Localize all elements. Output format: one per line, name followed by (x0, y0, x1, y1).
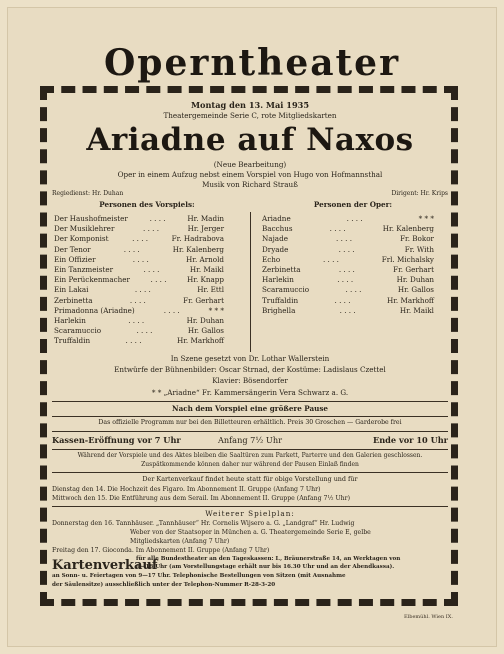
staging: In Szene gesetzt von Dr. Lothar Wallerstein (170, 354, 330, 363)
cast-actor: * * * (208, 305, 224, 315)
cast-row (54, 306, 224, 316)
designs: Entwürfe der Bühnenbilder: Oscar Strnad, der Kostüme: Ladislaus Czettel (114, 365, 386, 374)
cast-role: Zerbinetta (54, 295, 93, 305)
cast-actor: Hr. Markhoff (177, 336, 224, 346)
cast-row (54, 255, 224, 265)
opera-title: Ariadne auf Naxos (86, 122, 414, 158)
end-time: Ende vor 10 Uhr (372, 435, 448, 445)
divider (52, 449, 448, 450)
date-line: Montag den 13. Mai 1935 (190, 100, 310, 110)
cast-actor: Hr. Arnold (186, 254, 224, 264)
leader-dots: . . . . (125, 336, 142, 346)
cast-row (262, 275, 434, 285)
leader-dots: . . . . (338, 265, 355, 275)
leader-dots: . . . . (143, 224, 160, 234)
doors-note: Zuspätkommende können daher nur während der Pausen Einlaß finden (141, 461, 359, 468)
cast-role: Echo (262, 254, 281, 264)
leader-dots: . . . . (339, 305, 356, 315)
cast-role: Der Haushofmeister (54, 214, 128, 223)
cast-actor: Hr. Markhoff (387, 295, 434, 305)
tickets-info: 9—18 Uhr (am Vorstellungstage erhält nur bis 16.30 Uhr und an der Abendkassa). (136, 564, 395, 570)
cast-actor: Hr. Gallos (397, 285, 434, 295)
schedule-item: Mitgliedskarten (Anfang 7 Uhr) (130, 538, 230, 545)
cast-row (54, 296, 224, 306)
cast-role: Zerbinetta (262, 265, 301, 275)
cast-role: Truffaldin (262, 295, 299, 305)
cast-role: Primadonna (Ariadne) (54, 305, 135, 315)
cast-role: Bacchus (262, 224, 293, 234)
cast-role: Truffaldin (54, 336, 91, 346)
cast-row (54, 265, 224, 275)
cast-row (262, 245, 434, 255)
cast-actor: * * * (418, 214, 434, 223)
cast-actor: Hr. Maikl (399, 305, 434, 315)
cast-actor: Hr. Knapp (187, 275, 224, 285)
tickets-info: an Sonn- u. Feiertagen von 9—17 Uhr. Telephonische Bestellungen von Sitzen (mit Ausnahme (52, 573, 346, 579)
cast-actor: Fr. Hadrabova (171, 234, 224, 244)
box-office-time: Kassen-Eröffnung vor 7 Uhr (52, 435, 181, 445)
cast-role: Brighella (262, 305, 296, 315)
cast-role: Ein Tanzmeister (54, 265, 114, 275)
cast-actor: Hr. Ettl (197, 285, 224, 295)
cast-row (54, 224, 224, 234)
cast-row (262, 306, 434, 316)
cast-role: Scaramuccio (54, 326, 102, 336)
cast-role: Der Musiklehrer (54, 224, 115, 234)
leader-dots: . . . . (132, 234, 149, 244)
director: Regiedienst: Hr. Duhan (52, 190, 124, 197)
cast-role: Ein Offizier (54, 254, 96, 264)
cast-row (262, 255, 434, 265)
leader-dots: . . . . (149, 214, 166, 223)
schedule-item: Donnerstag den 16. Tannhäuser. „Tannhäuser“ Hr. Cornelis Wijsero a. G. „Landgraf“ Hr. Ludwig (52, 520, 355, 527)
cast-actor: Hr. Duhan (396, 275, 434, 285)
cast-row (54, 234, 224, 244)
leader-dots: . . . . (345, 285, 362, 295)
cast-row (54, 326, 224, 336)
cast-row (54, 316, 224, 326)
leader-dots: . . . . (322, 254, 339, 264)
cast-row (262, 296, 434, 306)
series-line: Theatergemeinde Serie C, rote Mitgliedskarten (163, 111, 337, 120)
page-title: Operntheater (103, 42, 401, 84)
program-note: Das offizielle Programm nur bei den Billetteuren erhältlich. Preis 30 Groschen — Garderobe frei (98, 419, 402, 426)
subtitle: (Neue Bearbeitung) (213, 160, 287, 169)
cast-role: Scaramuccio (262, 285, 310, 295)
printer-imprint: Elbemühl. Wien IX. (404, 614, 453, 620)
cast-role: Harlekin (54, 316, 86, 326)
cast-row (54, 336, 224, 346)
doors-note: Während der Vorspiele und des Aktes bleiben die Saaltüren zum Parkett, Parterre und den Galerien geschlossen. (77, 452, 423, 459)
cast-row (262, 285, 434, 295)
playbill-content (52, 98, 448, 596)
schedule-item: Freitag den 17. Gioconda. Im Abonnement II. Gruppe (Anfang 7 Uhr) (52, 547, 270, 554)
cast-row (262, 224, 434, 234)
cast-actor: Hr. Gallos (187, 326, 224, 336)
cast-actor: Hr. Kalenberg (382, 224, 434, 234)
column-divider (250, 212, 251, 352)
sale-note: Der Kartenverkauf findet heute statt für obige Vorstellung und für (142, 475, 358, 483)
cast-role: Najade (262, 234, 288, 244)
opera-cast-list (262, 214, 434, 316)
upcoming-performance: Mittwoch den 15. Die Entführung aus dem Serail. Im Abonnement II. Gruppe (Anfang 7½ Uhr) (52, 495, 351, 502)
cast-role: Der Komponist (54, 234, 109, 244)
cast-actor: Frl. Michalsky (381, 254, 434, 264)
schedule-item: Weber von der Staatsoper in München a. G. Theatergemeinde Serie E, gelbe (130, 529, 371, 536)
cast-row (262, 234, 434, 244)
opera-heading: Personen der Oper: (313, 200, 393, 209)
leader-dots: . . . . (329, 224, 346, 234)
divider (52, 401, 448, 402)
cast-row (54, 285, 224, 295)
guest-note: * * „Ariadne“ Fr. Kammersängerin Vera Schwarz a. G. (151, 388, 349, 397)
cast-row (54, 214, 224, 224)
cast-row (262, 214, 434, 224)
start-time: Anfang 7½ Uhr (217, 435, 283, 445)
leader-dots: . . . . (132, 254, 149, 264)
cast-actor: Hr. Madin (187, 214, 224, 223)
divider (52, 431, 448, 432)
cast-row (54, 245, 224, 255)
leader-dots: . . . . (134, 285, 151, 295)
cast-actor: Hr. Maikl (189, 265, 224, 275)
divider (52, 506, 448, 507)
leader-dots: . . . . (128, 316, 145, 326)
cast-actor: Hr. Duhan (186, 316, 224, 326)
cast-actor: Fr. Gerhart (183, 295, 224, 305)
leader-dots: . . . . (346, 214, 363, 223)
cast-actor: Fr. With (404, 244, 434, 254)
leader-dots: . . . . (136, 326, 153, 336)
conductor: Dirigent: Hr. Krips (391, 190, 448, 197)
cast-actor: Hr. Kalenberg (172, 244, 224, 254)
divider (52, 416, 448, 417)
leader-dots: . . . . (337, 275, 354, 285)
leader-dots: . . . . (336, 234, 352, 244)
cast-role: Ariadne (262, 214, 291, 223)
leader-dots: . . . . (150, 275, 167, 285)
leader-dots: . . . . (338, 244, 355, 254)
cast-row (54, 275, 224, 285)
cast-row (262, 265, 434, 275)
cast-role: Dryade (262, 244, 289, 254)
cast-role: Der Tenor (54, 244, 91, 254)
piano: Klavier: Bösendorfer (212, 376, 288, 385)
cast-role: Harlekin (262, 275, 294, 285)
tickets-info: der Säulensitze) ausschließlich unter der Telephon-Nummer R-28-3-20 (52, 582, 276, 588)
leader-dots: . . . . (334, 295, 351, 305)
cast-actor: Hr. Jerger (187, 224, 224, 234)
prelude-heading: Personen des Vorspiels: (99, 200, 195, 209)
divider (52, 472, 448, 473)
tickets-info: für alle Bundestheater an den Tageskassen: I., Bräunerstraße 14, an Werktagen von (136, 556, 401, 562)
music-line: Musik von Richard Strauß (202, 180, 298, 189)
leader-dots: . . . . (129, 295, 146, 305)
leader-dots: . . . . (163, 305, 180, 315)
description: Oper in einem Aufzug nebst einem Vorspiel von Hugo von Hofmannsthal (117, 170, 383, 179)
leader-dots: . . . . (143, 265, 160, 275)
cast-role: Ein Lakai (54, 285, 89, 295)
pause-note: Nach dem Vorspiel eine größere Pause (172, 404, 328, 413)
schedule-heading: Weiterer Spielplan: (205, 509, 295, 518)
prelude-cast-list (54, 214, 224, 347)
leader-dots: . . . . (123, 244, 140, 254)
cast-role: Ein Perückenmacher (54, 275, 130, 285)
tickets-label: Kartenverkauf (52, 558, 158, 573)
cast-actor: Fr. Gerhart (393, 265, 434, 275)
upcoming-performance: Dienstag den 14. Die Hochzeit des Figaro. Im Abonnement II. Gruppe (Anfang 7 Uhr) (52, 486, 321, 493)
cast-actor: Fr. Bokor (400, 234, 434, 244)
